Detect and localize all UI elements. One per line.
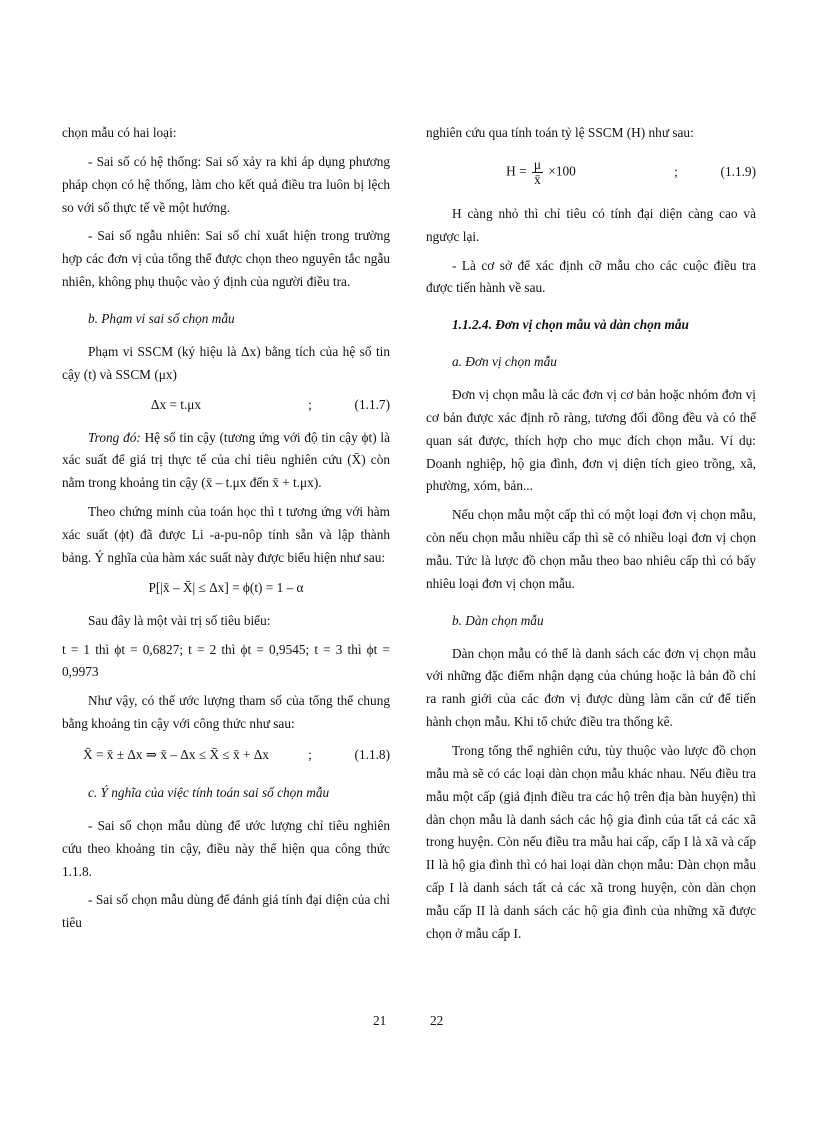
left-page-column (62, 122, 390, 941)
left-paragraph-typical-values-intro: Sau đây là một vài trị số tiêu biểu: (88, 612, 271, 628)
right-page-column (426, 122, 756, 952)
right-paragraph-frame-definition: Dàn chọn mẫu có thể là danh sách các đơn vị chọn mẫu với những đặc điểm nhận dạng của chúng hoặc là bản đồ chỉ ra ranh giới của các đơn vị được dùng làm căn cứ để tiến hành chọn mẫu. Khi tổ chức điều tra thống kê. (426, 645, 756, 730)
equation-1-1-7-number: (1.1.7) (354, 397, 390, 413)
fraction-denominator: x̄ (534, 172, 541, 188)
equation-probability-body: P[|x̄ – X̄| ≤ Δx] = ϕ(t) = 1 – α (148, 580, 304, 596)
right-paragraph-h-meaning: H càng nhỏ thì chỉ tiêu có tính đại diện càng cao và ngược lại. (426, 205, 756, 244)
equation-probability (62, 576, 390, 602)
equation-1-1-8-number: (1.1.8) (354, 746, 390, 762)
left-paragraph-estimation: Như vậy, có thể ước lượng tham số của tổng thể chung bằng khoảng tin cậy với công thức như sau: (62, 693, 390, 732)
left-paragraph-systematic-error: - Sai số có hệ thống: Sai số xảy ra khi áp dụng phương pháp chọn có hệ thống, làm cho kết quả điều tra luôn bị lệch so với số thực tế về một hướng. (62, 153, 390, 215)
left-paragraph-random-error: - Sai số ngẫu nhiên: Sai số chỉ xuất hiện trong trường hợp các đơn vị của tổng thể được chọn theo nguyên tắc ngẫu nhiên, không phụ thuộc vào ý định của người điều tra. (62, 228, 390, 290)
left-paragraph-lyapunov: Theo chứng minh của toán học thì t tương ứng với hàm xác suất (ϕt) đã được Li -a-pu-nôp tính sẵn và lập thành bảng. Ý nghĩa của hàm xác suất này được biểu hiện như sau: (62, 504, 390, 565)
page-number-right: 22 (430, 1013, 444, 1028)
heading-a-sampling-unit: a. Đơn vị chọn mẫu (452, 354, 557, 370)
equation-1-1-7-body: Δx = t.μx (150, 397, 202, 413)
left-paragraph-meaning-1: - Sai số chọn mẫu dùng để ước lượng chỉ tiêu nghiên cứu theo khoảng tin cậy, điều này thể hiện qua công thức 1.1.8. (62, 817, 390, 879)
equation-1-1-9-lhs: H = (506, 163, 527, 179)
equation-1-1-8-semicolon: ; (308, 746, 312, 762)
heading-c-meaning: c. Ý nghĩa của việc tính toán sai số chọn mẫu (88, 785, 330, 801)
equation-1-1-9 (426, 151, 756, 195)
left-paragraph-where (62, 427, 390, 496)
equation-1-1-9-number: (1.1.9) (720, 164, 756, 180)
left-paragraph-typical-values: t = 1 thì ϕt = 0,6827; t = 2 thì ϕt = 0,9545; t = 3 thì ϕt = 0,9973 (62, 641, 390, 680)
heading-b-error-range: b. Phạm vi sai số chọn mẫu (88, 311, 235, 327)
where-lead: Trong đó: (88, 429, 141, 445)
page-number-left: 21 (373, 1013, 387, 1028)
left-paragraph-meaning-2: - Sai số chọn mẫu dùng để đánh giá tính đại diện của chỉ tiêu (62, 892, 390, 931)
equation-1-1-9-rhs: ×100 (548, 163, 576, 179)
right-paragraph-sample-size: - Là cơ sở để xác định cỡ mẫu cho các cuộc điều tra được tiến hành về sau. (426, 257, 756, 296)
equation-1-1-7-semicolon: ; (308, 397, 312, 413)
where-text: Hệ số tin cậy (tương ứng với độ tin cậy ϕt) là xác suất để giá trị thực tế của chỉ tiêu nghiên cứu (X̄) còn nằm trong khoảng tin cậy (x̄ – t.μx đến x̄ + t.μx). (62, 429, 390, 491)
left-paragraph-1: chọn mẫu có hai loại: (62, 125, 177, 140)
right-paragraph-frame-types: Trong tổng thể nghiên cứu, tùy thuộc vào lược đồ chọn mẫu mà sẽ có các loại dàn chọn mẫu khác nhau. Nếu điều tra mẫu một cấp (giả định điều tra các hộ trên địa bàn huyện) thì dàn chọn mẫu là danh sách các hộ gia đình của tất cả các xã trong huyện. Còn nếu điều tra mẫu hai cấp, cấp I là xã và cấp II là hộ gia đình thì có hai loại dàn chọn mẫu: Dàn chọn mẫu cấp I là danh sách tất cả các xã trong huyện, còn dàn chọn mẫu cấp II là danh sách các hộ gia đình của những xã được chọn ở mẫu cấp I. (426, 743, 756, 941)
right-paragraph-1: nghiên cứu qua tính toán tỷ lệ SSCM (H) như sau: (426, 125, 694, 140)
left-paragraph-range-definition: Phạm vi SSCM (ký hiệu là Δx) bằng tích của hệ số tin cậy (t) và SSCM (μx) (62, 343, 390, 382)
heading-b-sampling-frame: b. Dàn chọn mẫu (452, 612, 544, 628)
equation-1-1-9-semicolon: ; (674, 164, 678, 180)
equation-1-1-7 (62, 393, 390, 419)
equation-1-1-9-fraction (532, 158, 543, 187)
equation-1-1-8 (62, 742, 390, 768)
right-paragraph-unit-definition: Đơn vị chọn mẫu là các đơn vị cơ bản hoặc nhóm đơn vị cơ bản được xác định rõ ràng, tương đối đồng đều và có thể quan sát được, thích hợp cho mục đích chọn mẫu. Ví dụ: Doanh nghiệp, hộ gia đình, đơn vị diện tích gieo trồng, xã, phường, xóm, bản... (426, 387, 756, 494)
right-paragraph-unit-levels: Nếu chọn mẫu một cấp thì có một loại đơn vị chọn mẫu, còn nếu chọn mẫu nhiều cấp thì sẽ có nhiều loại đơn vị chọn mẫu. Tức là lược đồ chọn mẫu theo bao nhiêu cấp thì có bấy nhiêu loại đơn vị chọn mẫu. (426, 507, 756, 591)
equation-1-1-8-body: X̄ = x̄ ± Δx ⇒ x̄ – Δx ≤ X̄ ≤ x̄ + Δx (83, 746, 269, 762)
heading-1-1-2-4: 1.1.2.4. Đơn vị chọn mẫu và dàn chọn mẫu (452, 317, 689, 333)
fraction-numerator: μ (533, 157, 542, 173)
equation-1-1-9-body (426, 158, 656, 187)
